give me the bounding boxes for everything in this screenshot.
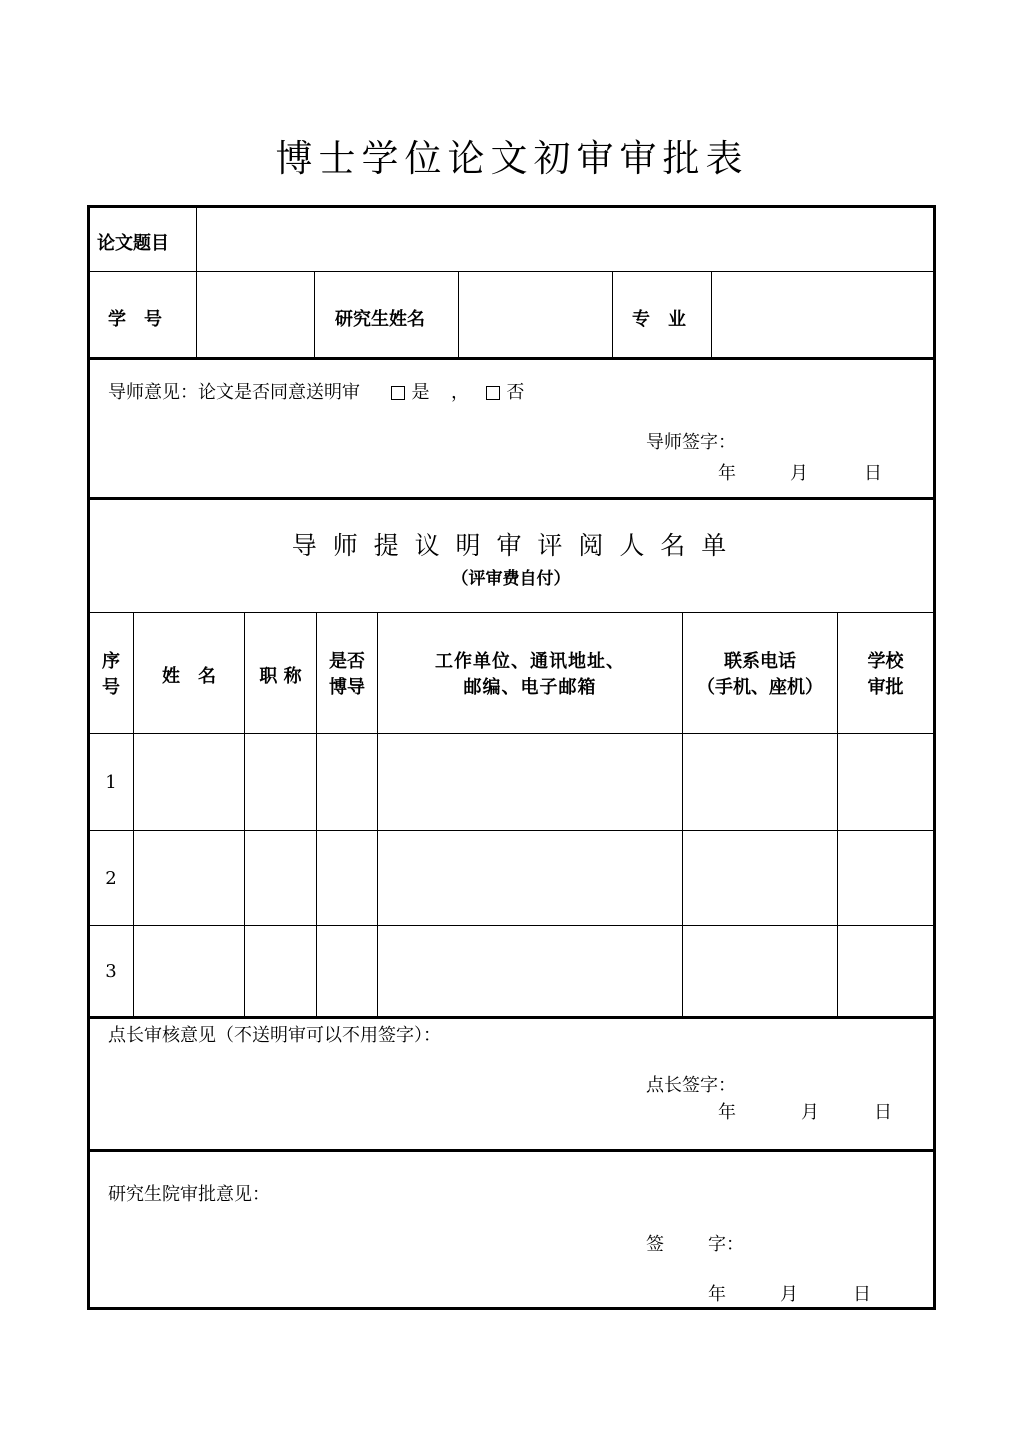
frame-left <box>87 205 90 1310</box>
no-checkbox[interactable] <box>486 386 500 400</box>
col-phone-header: 联系电话 （手机、座机） <box>697 651 823 698</box>
table-row-1-seq: 1 <box>105 772 117 793</box>
reviewers-heading: 导 师 提 议 明 审 评 阅 人 名 单 <box>291 531 731 560</box>
advisor-opinion <box>108 378 524 404</box>
yes-checkbox[interactable] <box>391 386 405 400</box>
major-label: 专 业 <box>632 309 686 330</box>
thesis-title-label: 论文题目 <box>97 233 169 254</box>
point-head-sign-label: 点长签字： <box>646 1075 736 1096</box>
separator: ， <box>450 382 469 403</box>
advisor-day: 日 <box>864 463 882 484</box>
graduate-school-opinion: 研究生院审批意见： <box>108 1184 270 1205</box>
frame-bottom <box>87 1307 936 1310</box>
col-unit-header: 工作单位、通讯地址、 邮编、电子邮箱 <box>435 651 625 698</box>
col-name-header: 姓 名 <box>162 666 216 687</box>
page-title: 博士学位论文初审审批表 <box>275 137 749 180</box>
advisor-month: 月 <box>790 463 808 484</box>
advisor-sign-label: 导师签字： <box>646 432 736 453</box>
graduate-school-day: 日 <box>853 1284 871 1305</box>
table-row-2-seq: 2 <box>105 868 117 889</box>
student-id-label: 学 号 <box>108 309 162 330</box>
table-row-3-seq: 3 <box>105 961 117 982</box>
reviewers-subheading: （评审费自付） <box>451 569 571 589</box>
advisor-opinion-text: 导师意见：论文是否同意送明审 <box>108 382 360 403</box>
student-name-label: 研究生姓名 <box>335 309 425 330</box>
col-approve-header: 学校 审批 <box>867 651 904 698</box>
student-id-field[interactable] <box>198 273 312 356</box>
frame-right <box>933 205 936 1310</box>
col-seq-header: 序 号 <box>102 651 120 698</box>
graduate-school-sign-label-1: 签 <box>646 1234 664 1255</box>
col-phd-header: 是否 博导 <box>329 651 365 698</box>
graduate-school-year: 年 <box>708 1284 726 1305</box>
col-title-header: 职 称 <box>259 666 302 687</box>
advisor-year: 年 <box>718 463 736 484</box>
graduate-school-month: 月 <box>780 1284 798 1305</box>
yes-label: 是 <box>411 382 430 403</box>
thesis-title-field[interactable] <box>198 207 932 270</box>
point-head-opinion: 点长审核意见（不送明审可以不用签字）： <box>108 1025 441 1046</box>
student-name-field[interactable] <box>460 273 610 356</box>
point-head-month: 月 <box>801 1102 819 1123</box>
no-label: 否 <box>506 382 525 403</box>
point-head-day: 日 <box>874 1102 892 1123</box>
major-field[interactable] <box>713 273 931 356</box>
point-head-year: 年 <box>718 1102 736 1123</box>
graduate-school-sign-label-2: 字： <box>708 1234 744 1255</box>
